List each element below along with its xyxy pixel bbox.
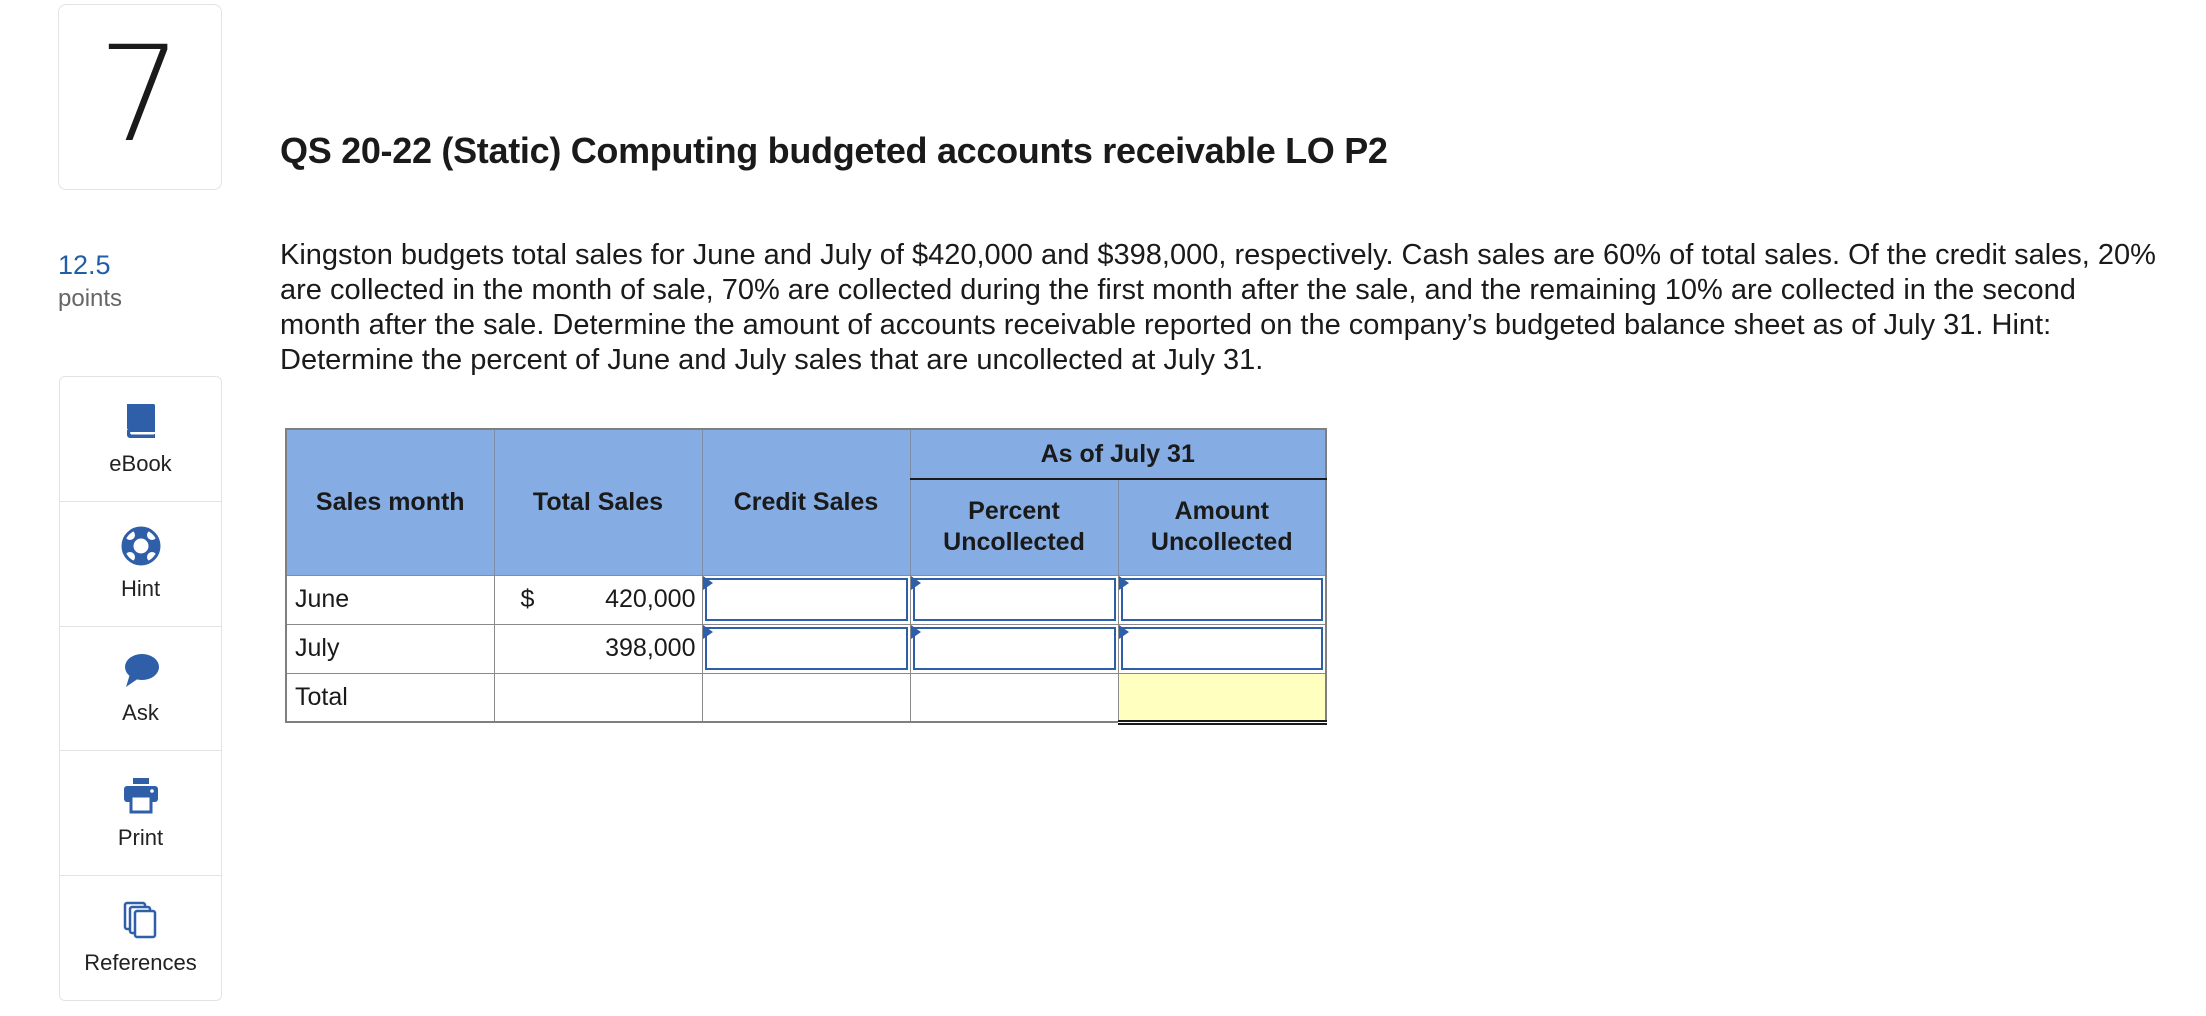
points-block: [58, 248, 122, 316]
empty-cell: [910, 673, 1118, 722]
table-row-total: [286, 673, 1326, 722]
question-number-box: [58, 4, 222, 190]
july-amount-uncollected-input[interactable]: [1121, 627, 1324, 670]
book-icon: [121, 401, 161, 441]
row-month-label: June: [286, 575, 494, 624]
percent-uncollected-cell: [910, 575, 1118, 624]
points-value: 12.5: [58, 250, 111, 280]
total-sales-value: 398,000: [605, 634, 696, 662]
header-sales-month: Sales month: [286, 429, 494, 575]
total-amount-cell: [1118, 673, 1326, 722]
points-label: points: [58, 285, 123, 312]
header-amount-uncollected: Amount Uncollected: [1118, 479, 1326, 575]
header-as-of-july-31: As of July 31: [910, 429, 1326, 479]
header-total-sales: Total Sales: [494, 429, 702, 575]
printer-icon: [121, 775, 161, 815]
input-flag-icon: [911, 625, 921, 639]
question-title: QS 20-22 (Static) Computing budgeted accounts receivable LO P2: [280, 130, 1388, 171]
documents-icon: [121, 900, 161, 940]
print-button[interactable]: [60, 751, 221, 876]
credit-sales-cell: [702, 575, 910, 624]
total-sales-value: 420,000: [605, 585, 696, 613]
input-flag-icon: [703, 576, 713, 590]
june-amount-uncollected-input[interactable]: [1121, 578, 1324, 621]
references-label: References: [84, 950, 197, 976]
question-text: Kingston budgets total sales for June and July of $420,000 and $398,000, respectively. Cash sales are 60% of total sales. Of the credit sales, 20% are collected in the month of sale, 70% are collected during the first month after the sale, and the remaining 10% are collected in the second month after the sale. Determine the amount of accounts receivable reported on the company’s budgeted balance sheet as of July 31. Hint: Determine the percent of June and July sales that are uncollected at July 31.: [280, 239, 2156, 376]
amount-uncollected-cell: [1118, 624, 1326, 673]
worksheet-table: [285, 428, 1327, 725]
question-number: 7: [98, 18, 182, 172]
empty-cell: [494, 673, 702, 722]
input-flag-icon: [703, 625, 713, 639]
row-month-label: July: [286, 624, 494, 673]
input-flag-icon: [911, 576, 921, 590]
total-sales-cell: [494, 575, 702, 624]
ebook-label: eBook: [109, 450, 172, 476]
credit-sales-cell: [702, 624, 910, 673]
total-label: Total: [286, 673, 494, 722]
june-credit-sales-input[interactable]: [705, 578, 908, 621]
ask-label: Ask: [122, 700, 159, 726]
print-label: Print: [117, 825, 164, 851]
lifebuoy-icon: [121, 526, 161, 566]
currency-symbol: $: [520, 585, 535, 613]
tool-panel: [59, 376, 222, 1001]
total-amount-uncollected-input[interactable]: [1121, 676, 1324, 718]
june-percent-uncollected-input[interactable]: [913, 578, 1116, 621]
total-sales-cell: [494, 624, 702, 673]
amount-uncollected-cell: [1118, 575, 1326, 624]
hint-label: Hint: [120, 575, 161, 601]
ebook-button[interactable]: [60, 377, 221, 502]
input-flag-icon: [1119, 576, 1129, 590]
header-credit-sales: Credit Sales: [702, 429, 910, 575]
input-flag-icon: [1119, 625, 1129, 639]
header-percent-uncollected: Percent Uncollected: [910, 479, 1118, 575]
empty-cell: [702, 673, 910, 722]
july-credit-sales-input[interactable]: [705, 627, 908, 670]
chat-bubble-icon: [121, 650, 161, 690]
hint-button[interactable]: [60, 502, 221, 627]
table-row-june: [286, 575, 1326, 624]
table-row-july: [286, 624, 1326, 673]
july-percent-uncollected-input[interactable]: [913, 627, 1116, 670]
references-button[interactable]: [60, 876, 221, 1000]
ask-button[interactable]: [60, 627, 221, 752]
percent-uncollected-cell: [910, 624, 1118, 673]
